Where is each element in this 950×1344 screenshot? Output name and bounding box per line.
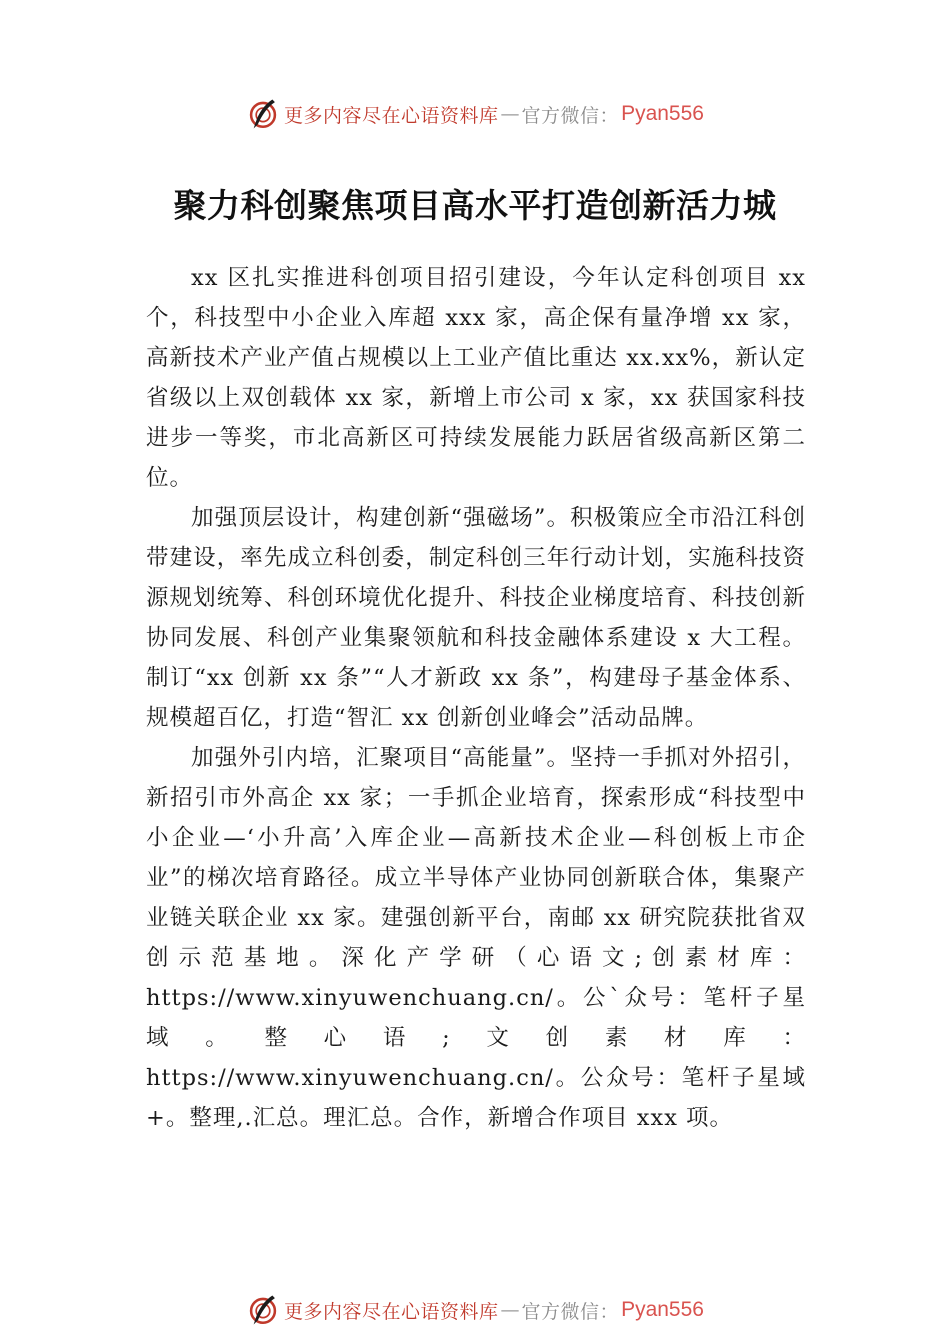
paragraph-2: 加强顶层设计，构建创新“强磁场”。积极策应全市沿江科创带建设，率先成立科创委，制定科创三年行动计划，实施科技资源规划统筹、科创环境优化提升、科技企业梯度培育、科技创新协同发展、科创产业集聚领航和科技金融体系建设 x 大工程。制订“xx 创新 xx 条”“人才新政 xx 条”，构建母子基金体系、规模超百亿，打造“智汇 xx 创新创业峰会”活动品牌。: [146, 505, 806, 731]
header-banner: [0, 94, 950, 134]
document-title: 聚力科创聚焦项目高水平打造创新活力城: [173, 186, 777, 225]
footer-banner: [0, 1290, 950, 1330]
wechat-id: Pyan556: [621, 1298, 704, 1321]
banner-text: 更多内容尽在心语资料库: [284, 104, 499, 127]
quill-logo-icon: [246, 1293, 280, 1327]
banner-separator: —: [500, 1299, 520, 1321]
banner-separator: —: [500, 103, 520, 125]
document-body: [146, 258, 806, 1138]
banner-text: 更多内容尽在心语资料库: [284, 1300, 499, 1323]
wechat-label: 官方微信：: [521, 104, 620, 127]
wechat-id: Pyan556: [621, 102, 704, 125]
paragraph-1: xx 区扎实推进科创项目招引建设，今年认定科创项目 xx 个，科技型中小企业入库超 xxx 家，高企保有量净增 xx 家，高新技术产业产值占规模以上工业产值比重达 xx.xx%，新认定省级以上双创载体 xx 家，新增上市公司 x 家，xx 获国家科技进步一等奖，市北高新区可持续发展能力跃居省级高新区第二位。: [146, 265, 806, 491]
quill-logo-icon: [246, 97, 280, 131]
paragraph-3: 加强外引内培，汇聚项目“高能量”。坚持一手抓对外招引，新招引市外高企 xx 家；一手抓企业培育，探索形成“科技型中小企业—‘小升高’入库企业—高新技术企业—科创板上市企业”的梯次培育路径。成立半导体产业协同创新联合体，集聚产业链关联企业 xx 家。建强创新平台，南邮 xx 研究院获批省双创示范基地。深化产学研（心语文;创素材库：https://www.xinyuwenchuang.cn/。公`众号：笔杆子星域。整心语;文创素材库：https://www.xinyuwenchuang.cn/。公众号：笔杆子星域+。整理,.汇总。理汇总。合作，新增合作项目 xxx 项。: [146, 745, 806, 1131]
wechat-label: 官方微信：: [521, 1300, 620, 1323]
